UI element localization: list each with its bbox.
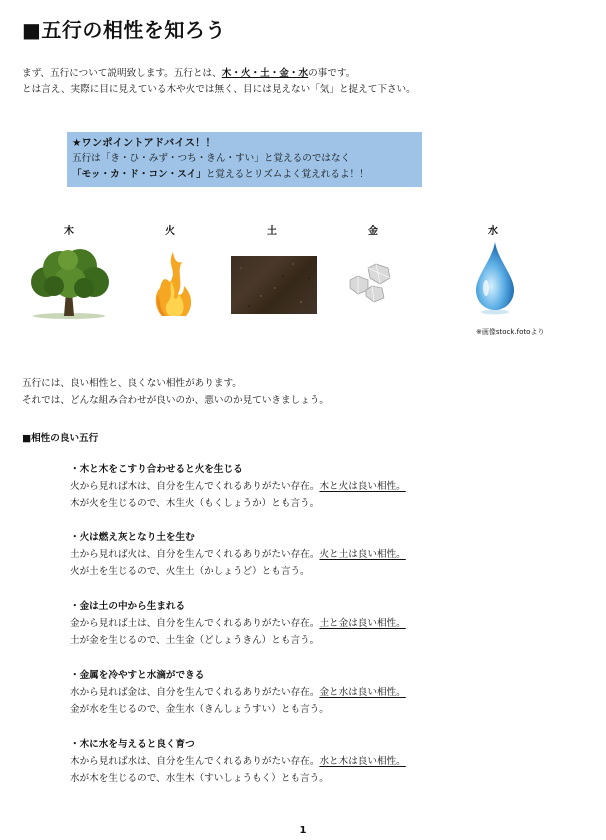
compat-item-line-2: 火が土を生じるので、火生土（かしょうど）とも言う。 bbox=[70, 566, 310, 577]
advice-heading: ★ワンポイントアドバイス！！ bbox=[72, 137, 216, 149]
compat-item-line-1 bbox=[70, 546, 406, 563]
compat-item-heading: ・火は燃え灰となり土を生む bbox=[70, 532, 195, 543]
compat-item-line-1 bbox=[70, 753, 406, 770]
compat-item bbox=[70, 736, 406, 787]
compat-item-line-2: 金が水を生じるので、金生水（きんしょうすい）とも言う。 bbox=[70, 704, 329, 715]
element-label-fire: 火 bbox=[165, 226, 175, 237]
compat-item-text: 木から見れば水は、自分を生んでくれるありがたい存在。 bbox=[70, 756, 320, 767]
soil-icon bbox=[231, 256, 317, 314]
page-number: 1 bbox=[299, 825, 307, 836]
water-drop-icon bbox=[470, 240, 520, 316]
compat-item-heading: ・金属を冷やすと水滴ができる bbox=[70, 670, 205, 681]
compat-item-conclusion: 金と水は良い相性。 bbox=[319, 687, 406, 698]
compat-intro-line-2: それでは、どんな組み合わせが良いのか、悪いのか見ていきましょう。 bbox=[22, 395, 329, 406]
element-label-earth: 土 bbox=[267, 226, 277, 237]
intro-text: の事です。 bbox=[308, 68, 356, 79]
element-label-wood: 木 bbox=[64, 226, 74, 237]
advice-mnemonic: 「モッ・カ・ド・コン・スイ」 bbox=[72, 169, 206, 180]
advice-line-1: 五行は「き・ひ・みず・つち・きん・すい」と覚えるのではなく bbox=[72, 153, 351, 164]
compat-item-line-1 bbox=[70, 684, 406, 701]
compat-item bbox=[70, 667, 406, 718]
image-credit: ※画像stock.fotoより bbox=[476, 328, 545, 336]
compat-item bbox=[70, 461, 406, 512]
compat-item-conclusion: 水と木は良い相性。 bbox=[319, 756, 406, 767]
compat-item-text: 水から見れば金は、自分を生んでくれるありがたい存在。 bbox=[70, 687, 320, 698]
compat-item-conclusion: 火と土は良い相性。 bbox=[319, 549, 406, 560]
compat-item bbox=[70, 598, 406, 649]
element-label-metal: 金 bbox=[368, 226, 378, 237]
compat-item-heading: ・木に水を与えると良く育つ bbox=[70, 739, 195, 750]
fire-icon bbox=[148, 250, 198, 320]
compat-item-line-1 bbox=[70, 615, 406, 632]
compat-intro-line-1: 五行には、良い相性と、良くない相性があります。 bbox=[22, 378, 242, 389]
advice-box bbox=[67, 132, 422, 187]
compat-item-text: 土から見れば火は、自分を生んでくれるありがたい存在。 bbox=[70, 549, 320, 560]
compat-item-line-2: 木が火を生じるので、木生火（もくしょうか）とも言う。 bbox=[70, 498, 320, 509]
section-heading: ■相性の良い五行 bbox=[22, 433, 99, 444]
intro-line-2: とは言え、実際に目に見えている木や火では無く、目には見えない「気」と捉えて下さい。 bbox=[22, 84, 416, 95]
element-label-water: 水 bbox=[488, 226, 498, 237]
compat-item bbox=[70, 529, 406, 580]
compat-item-text: 金から見れば土は、自分を生んでくれるありがたい存在。 bbox=[70, 618, 320, 629]
five-elements-list: 木・火・土・金・水 bbox=[221, 68, 309, 79]
compat-item-line-2: 水が木を生じるので、水生木（すいしょうもく）とも言う。 bbox=[70, 773, 329, 784]
compat-item-line-2: 土が金を生じるので、土生金（どしょうきん）とも言う。 bbox=[70, 635, 320, 646]
compat-item-heading: ・金は土の中から生まれる bbox=[70, 601, 186, 612]
intro-line-1 bbox=[22, 66, 355, 82]
advice-line-2 bbox=[72, 167, 417, 183]
compat-item-conclusion: 木と火は良い相性。 bbox=[319, 481, 406, 492]
compat-item-text: 火から見れば木は、自分を生んでくれるありがたい存在。 bbox=[70, 481, 320, 492]
compat-item-heading: ・木と木をこすり合わせると火を生じる bbox=[70, 464, 243, 475]
advice-text: と覚えるとリズムよく覚えれるよ！！ bbox=[205, 169, 369, 180]
diamond-icon bbox=[346, 260, 402, 306]
intro-text: まず、五行について説明致します。五行とは、 bbox=[22, 68, 222, 79]
compat-item-conclusion: 土と金は良い相性。 bbox=[319, 618, 406, 629]
tree-icon bbox=[24, 248, 114, 320]
compat-item-line-1 bbox=[70, 478, 406, 495]
page-title: ■五行の相性を知ろう bbox=[22, 18, 226, 42]
